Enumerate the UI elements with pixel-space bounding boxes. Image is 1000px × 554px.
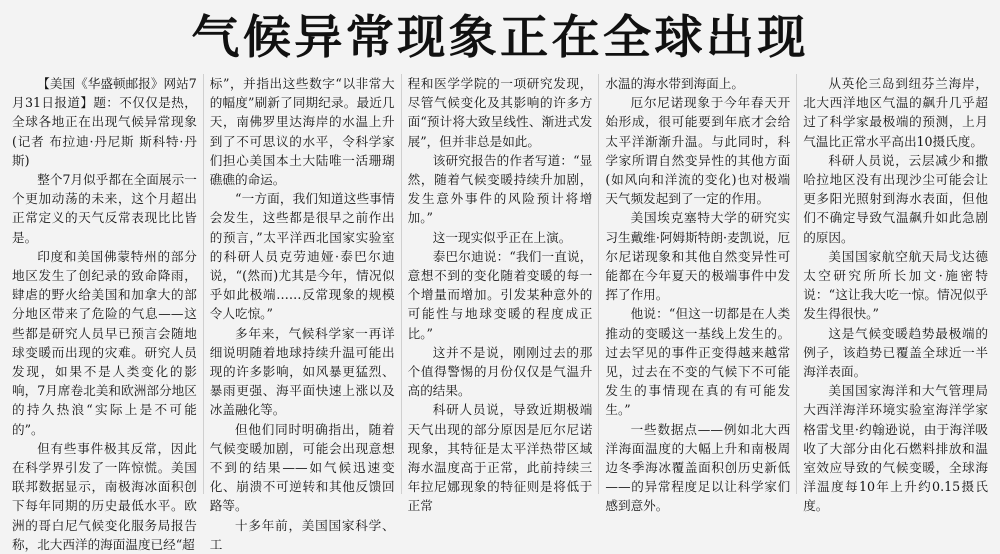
- article-paragraph: 美国埃克塞特大学的研究实习生戴维·阿姆斯特朗·麦凯说，厄尔尼诺现象和其他自然变异性可能都在今年夏天的极端事件中发挥了作用。: [605, 210, 791, 303]
- article-paragraph: 标”，并指出这些数字“以非常大的幅度”刷新了同期纪录。最近几天，南佛罗里达海岸的水温上升到了不可思议的水平，令科学家们担心美国本土大陆唯一活珊瑚礁礁的命运。: [209, 76, 395, 188]
- article-column-5: [796, 74, 988, 514]
- article-paragraph: 整个7月似乎都在全面展示一个更加动荡的未来，这个月超出正常定义的天气反常表现比比皆是。: [12, 172, 197, 245]
- article-paragraph: 水温的海水带到海面上。: [605, 76, 744, 91]
- article-column-3: [401, 74, 593, 514]
- article-paragraph: 印度和美国佛蒙特州的部分地区发生了创纪录的致命降雨，肆虐的野火给美国和加拿大的部分地区带来了危险的气息——这些都是研究人员早已预言会随地球变暖而出现的灾难。研究人员发现，如果不是人类变化的影响，7月席卷北美和欧洲部分地区的持久热浪“实际上是不可能的”。: [12, 248, 197, 437]
- article-paragraph: 科研人员说，云层减少和撒哈拉地区没有出现沙尘可能会让更多阳光照射到海水表面，但他们不确定导致气温飙升如此急剧的原因。: [803, 152, 988, 245]
- article-paragraph: 十多年前，美国国家科学、工: [209, 517, 395, 552]
- article-column-4: [598, 74, 791, 514]
- article-paragraph: 泰巴尔迪说：“我们一直说，意想不到的变化随着变暖的每一个增量而增加。引发某种意外的可能性与地球变暖的程度成正比。”: [407, 248, 593, 341]
- article-paragraph: 这并不是说，刚刚过去的那个值得警惕的月份仅仅是气温升高的结果。: [407, 344, 593, 399]
- article-paragraph: 这一现实似乎正在上演。: [432, 229, 572, 245]
- article-paragraph: 科研人员说，导致近期极端天气出现的部分原因是厄尔尼诺现象，其特征是太平洋热带区域海水温度高于正常，此前持续三年拉尼娜现象的特征则是将低于正常: [407, 402, 593, 514]
- article-paragraph: 程和医学学院的一项研究发现，尽管气候变化及其影响的许多方面“预计将大致呈线性、渐进式发展”，但并非总是如此。: [407, 76, 593, 149]
- article-paragraph: “一方面，我们知道这些事情会发生，这些都是很早之前作出的预言，”太平洋西北国家实验室的科研人员克劳迪娅·泰巴尔迪说，“(然而)尤其是今年，情况似乎如此极端……反常现象的规模令人吃惊。”: [209, 191, 395, 322]
- article-paragraph: 【美国《华盛顿邮报》网站7月31日报道】题：不仅仅是热，全球各地正在出现气候异常现象(记者 布拉迪·丹尼斯 斯科特·丹斯): [12, 76, 197, 168]
- article-column-1: [12, 74, 197, 552]
- article-paragraph: 美国国家海洋和大气管理局大西洋海洋环境实验室海洋学家格雷戈里·约翰逊说，由于海洋吸收了大部分由化石燃料排放和温室效应导致的气候变暖，全球海洋温度每10年上升约0.15摄氏度。: [803, 383, 988, 514]
- article-paragraph: 美国国家航空航天局戈达德太空研究所所长加文·施密特说：“这让我大吃一惊。情况似乎发生得很快。”: [803, 248, 988, 322]
- article-paragraph: 但他们同时明确指出，随着气候变暖加剧，可能会出现意想不到的结果——如气候迅速变化、崩溃不可逆转和其他反馈回路等。: [209, 421, 395, 514]
- article-headline: 气候异常现象正在全球出现: [191, 10, 809, 64]
- article-paragraph: 多年来，气候科学家一再详细说明随着地球持续升温可能出现的许多影响，如风暴更猛烈、暴雨更强、海平面快速上涨以及冰盖融化等。: [209, 325, 395, 418]
- article-paragraph: 一些数据点——例如北大西洋海面温度的大幅上升和南极周边冬季海冰覆盖面积创历史新低——的异常程度足以让科学家们感到意外。: [605, 421, 791, 514]
- article-paragraph: 厄尔尼诺现象于今年春天开始形成，很可能要到年底才会给太平洋渐渐升温。与此同时，科学家所谓自然变异性的其他方面(如风向和洋流的变化)也对极端天气频发起到了一定的作用。: [605, 95, 791, 207]
- article-paragraph: 但有些事件极其反常，因此在科学界引发了一阵惊慌。美国联邦数据显示，南极海冰面积创下每年同期的历史最低水平。欧洲的哥白尼气候变化服务局报告称，北大西洋的海面温度已经“超: [12, 440, 197, 552]
- article-column-2: [203, 74, 395, 552]
- article-paragraph: 该研究报告的作者写道：“显然，随着气候变暖持续升加剧，发生意外事件的风险预计将增加。”: [407, 152, 593, 226]
- article-paragraph: 从英伦三岛到纽芬兰海岸，北大西洋地区气温的飙升几乎超过了科学家最极端的预测，上月气温比正常水平高出10摄氏度。: [803, 76, 988, 149]
- article-body: [12, 74, 988, 552]
- headline-area: [0, 4, 1000, 64]
- article-paragraph: 这是气候变暖趋势最极端的例子，该趋势已覆盖全球近一半海洋表面。: [803, 325, 988, 380]
- article-paragraph: 他说：“但这一切都是在人类推动的变暖这一基线上发生的。过去罕见的事件正变得越来越常见，过去在不变的气候下不可能发生的事情现在真的有可能发生。”: [605, 306, 791, 418]
